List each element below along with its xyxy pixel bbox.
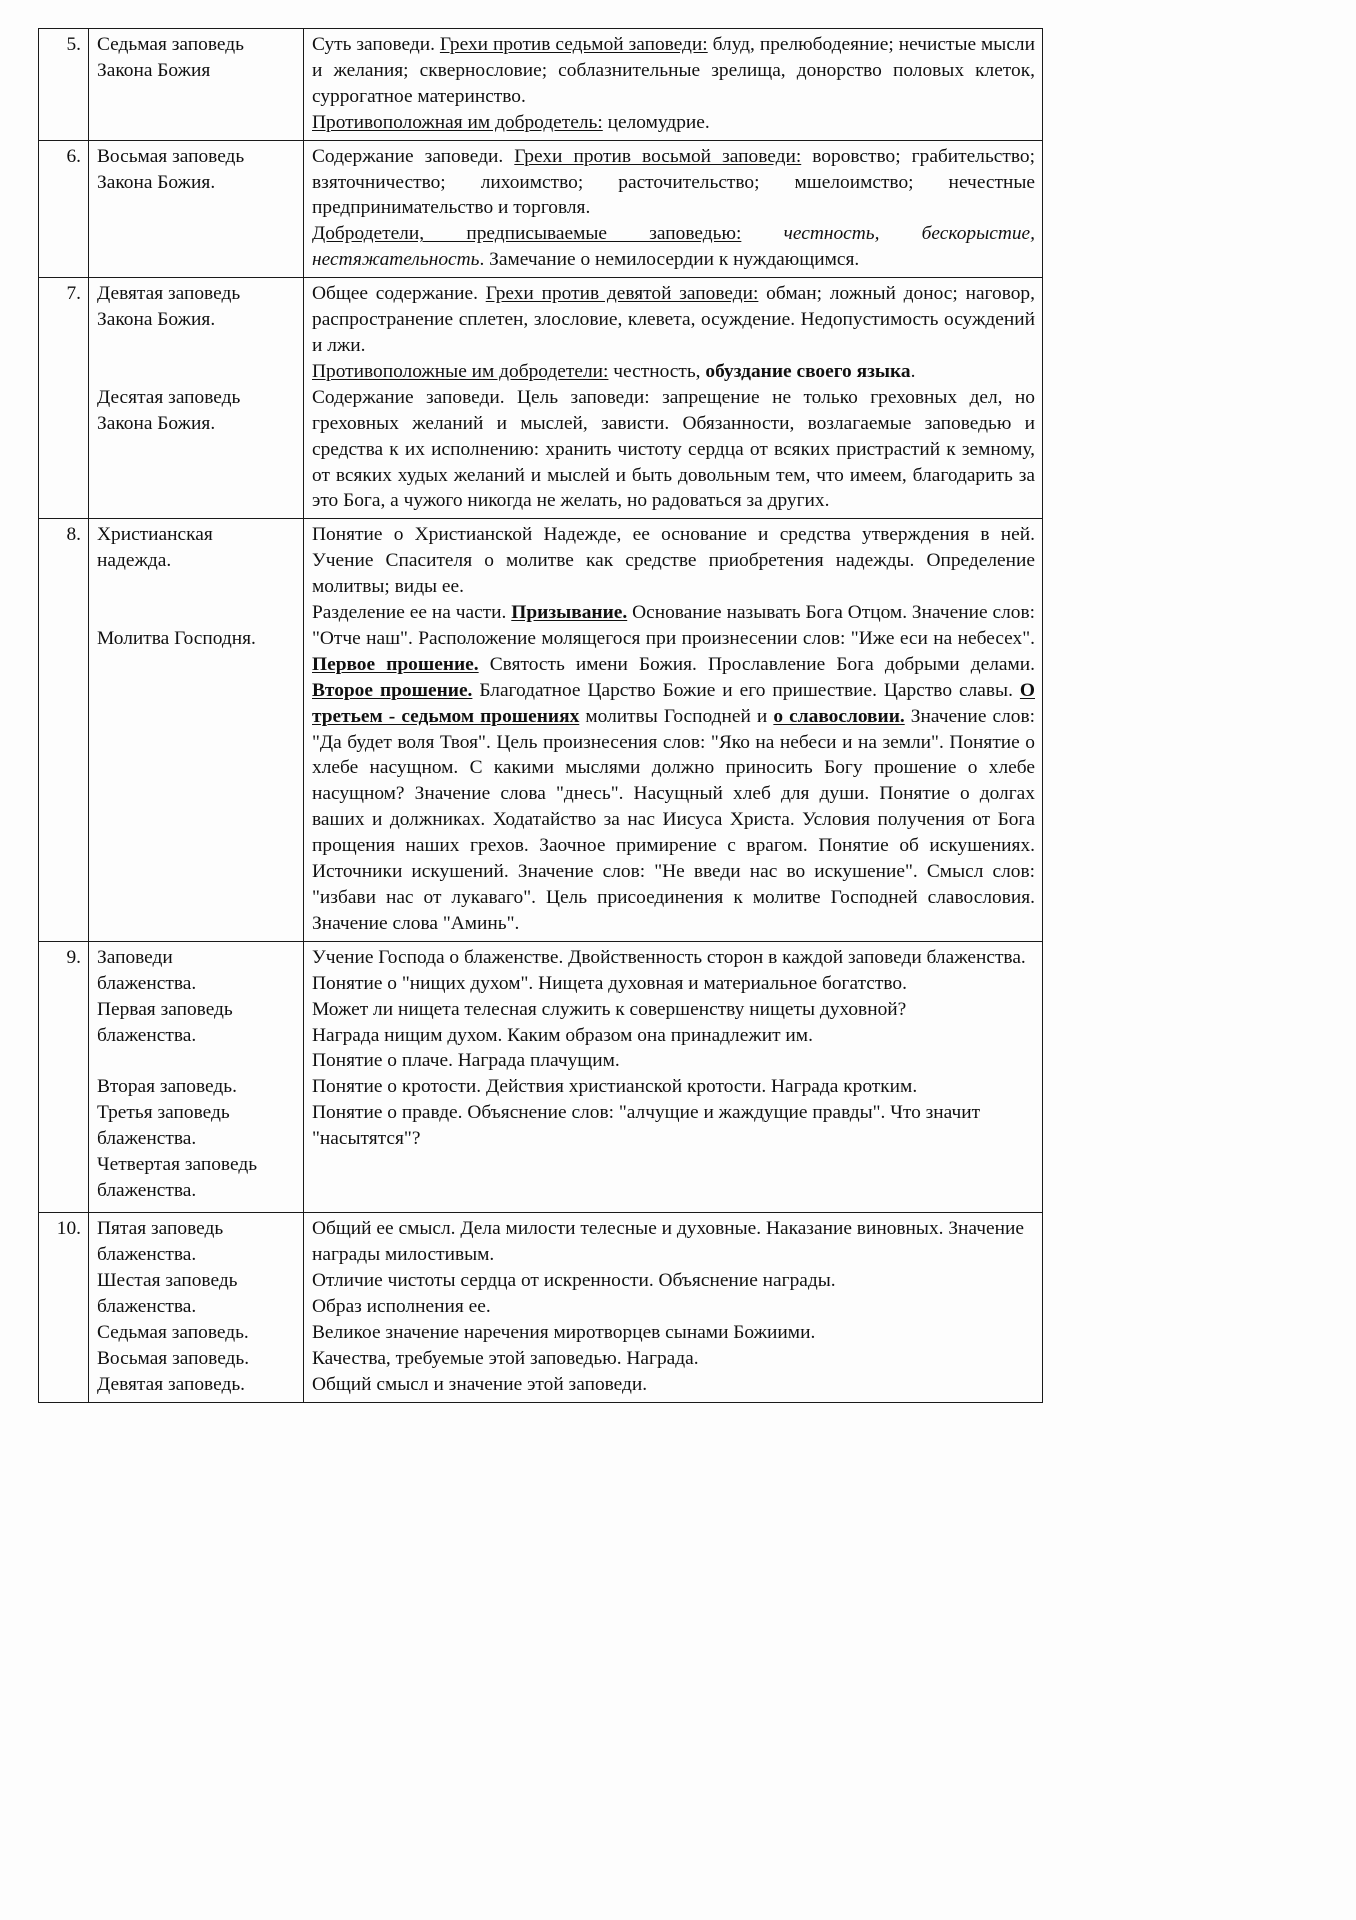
topic-cell [89,519,304,942]
underlined-run: Противоположные им добродетели: [312,360,609,382]
bold-underlined-run: Первое прошение. [312,653,479,675]
text-run: Содержание заповеди. [312,145,515,167]
topic-line: Закона Божия [97,59,211,81]
topic-cell [89,29,304,141]
topic-line-gap [97,600,296,626]
content-paragraph [312,1100,1035,1152]
text-run: Разделение ее на части. [312,602,512,624]
topic-line: надежда. [97,550,172,572]
topic-cell [89,278,304,519]
row-number: 10. [56,1218,81,1240]
text-run: Основание называть Бога Отцом. Значение слов: "Отче наш". Расположение молящегося при произнесении слов: "Иже еси на небесех". [312,602,1035,649]
topic-line: Закона Божия. [97,171,216,193]
topic-line: Восьмая заповедь [97,145,245,167]
topic-line: Девятая заповедь. [97,1373,246,1395]
content-paragraph [312,385,1035,515]
underlined-run: Грехи против седьмой заповеди: [439,34,708,55]
content-paragraph [312,1216,1035,1268]
content-cell [304,278,1043,519]
text-run: Понятие о кротости. Действия христианской кротости. Награда кротким. [312,1076,918,1098]
text-run: . Замечание о немилосердии к нуждающимся. [479,249,860,271]
topic-cell [89,140,304,278]
topic-cell [89,941,304,1213]
text-run: Понятие о плаче. Награда плачущим. [312,1050,620,1072]
topic-line: Молитва Господня. [97,627,256,649]
text-run: Великое значение наречения миротворцев сынами Божиими. [312,1321,816,1343]
topic-line: Закона Божия. [97,412,216,434]
content-paragraph [312,144,1035,222]
bold-run: обуздание своего языка [705,360,911,382]
text-run: Общий ее смысл. Дела милости телесные и духовные. Наказание виновных. Значение награды милостивым. [312,1218,1024,1266]
content-paragraph [312,221,1035,273]
content-paragraph [312,1268,1035,1294]
bold-underlined-run: О третьем - седьмом прошениях [312,679,1035,727]
topic-line: Девятая заповедь [97,283,241,305]
content-paragraph [312,945,1035,971]
topic-line: Седьмая заповедь [97,34,244,55]
row-number-cell [39,278,89,519]
content-cell [304,140,1043,278]
topic-line: Вторая заповедь. [97,1076,237,1098]
row-number-cell [39,941,89,1213]
row-number-cell [39,519,89,942]
topic-line: Десятая заповедь [97,386,241,408]
text-run: воровство; грабительство; взяточничество; лихоимство; расточительство; мшелоимство; нечестные предпринимательство и торговля. [312,145,1035,219]
text-run: Понятие о Христианской Надежде, ее основание и средства утверждения в ней. Учение Спасителя о молитве как средстве приобретения надежды. Определение молитвы; виды ее. [312,524,1035,598]
text-run: Значение слов: "Да будет воля Твоя". Цель произнесения слов: "Яко на небеси и на земли". Понятие о хлебе насущном. С какими мыслями должно приносить Богу прошение о хлебе насущном? Значение слова "днесь". Насущный хлеб для души. Понятие о долгах ваших и должниках. Ходатайство за нас Иисуса Христа. Условия получения от Бога прощения наших грехов. Заочное примирение с врагом. Понятие об искушениях. Источники искушений. Значение слов: "Не введи нас во искушение". Смысл слов: "избави нас от лукаваго". Цель присоединения к молитве Господней славословия. Значение слова "Аминь". [312,705,1036,934]
row-number: 9. [66,946,81,968]
text-run: Награда нищим духом. Каким образом она принадлежит им. [312,1024,813,1046]
content-paragraph [312,1074,1035,1100]
syllabus-table-body [39,29,1043,1403]
text-run: честность, [608,360,706,382]
row-number-cell [39,1213,89,1402]
text-run: Святость имени Божия. Прославление Бога добрыми делами. [478,653,1035,675]
underlined-run: Грехи против девятой заповеди: [485,283,759,305]
cell-trailing-space [312,1152,1035,1208]
table-row [39,1213,1043,1402]
row-number: 7. [66,283,81,305]
bold-underlined-run: о славословии. [773,705,905,727]
text-run [741,223,783,244]
content-paragraph [312,1294,1035,1320]
content-cell [304,1213,1043,1402]
text-run: Суть заповеди. [312,34,440,55]
text-run: Понятие о правде. Объяснение слов: "алчущие и жаждущие правды". Что значит "насытятся"? [312,1102,981,1150]
content-paragraph [312,1023,1035,1049]
content-paragraph [312,997,1035,1023]
bold-underlined-run: Призывание. [511,602,628,624]
topic-line: Закона Божия. [97,309,216,331]
text-run: блуд, прелюбодеяние; нечистые мысли и желания; сквернословие; соблазнительные зрелища, донорство половых клеток, суррогатное материнство. [312,34,1035,107]
topic-line: блаженства. [97,1244,197,1266]
content-paragraph [312,32,1035,110]
content-paragraph [312,1372,1035,1398]
row-number-cell [39,29,89,141]
content-paragraph [312,971,1035,997]
table-row [39,941,1043,1213]
row-number: 6. [66,145,81,167]
text-run: Учение Господа о блаженстве. Двойственность сторон в каждой заповеди блаженства. [312,946,1026,968]
underlined-run: Добродетели, предписываемые заповедью: [312,223,742,245]
topic-cell [89,1213,304,1402]
text-run: обман; ложный донос; наговор, распространение сплетен, злословие, клевета, осуждение. Недопустимость осуждений и лжи. [312,283,1035,356]
text-run: Общее содержание. [312,283,486,305]
topic-line: Третья заповедь [97,1102,230,1124]
content-paragraph [312,359,1035,385]
text-run: . [910,360,916,382]
text-run: Общий смысл и значение этой заповеди. [312,1373,648,1395]
topic-line: Шестая заповедь [97,1270,238,1292]
row-number: 5. [66,34,81,55]
topic-line: Христианская [97,524,213,546]
table-row [39,278,1043,519]
content-paragraph [312,522,1035,600]
text-run: Благодатное Царство Божие и его пришествие. Царство славы. [472,679,1020,701]
content-cell [304,29,1043,141]
topic-line: Четвертая заповедь [97,1154,258,1176]
underlined-run: Грехи против восьмой заповеди: [514,145,802,167]
text-run: целомудрие. [602,111,710,133]
content-paragraph [312,281,1035,359]
text-run: Качества, требуемые этой заповедью. Награда. [312,1347,699,1369]
topic-line-gap [97,333,296,359]
content-cell [304,941,1043,1213]
content-paragraph [312,600,1035,937]
topic-line: Первая заповедь [97,998,233,1020]
topic-line: Седьмая заповедь. [97,1321,249,1343]
topic-line: Восьмая заповедь. [97,1347,250,1369]
content-paragraph [312,110,1035,136]
topic-line: Пятая заповедь [97,1218,224,1240]
content-cell [304,519,1043,942]
text-run: Может ли нищета телесная служить к совершенству нищеты духовной? [312,998,907,1020]
table-row [39,519,1043,942]
bold-underlined-run: Второе прошение. [312,679,473,701]
row-number: 8. [66,524,81,546]
content-paragraph [312,1346,1035,1372]
topic-line-gap [97,359,296,385]
table-row [39,140,1043,278]
text-run: Образ исполнения ее. [312,1296,491,1318]
row-number-cell [39,140,89,278]
text-run: молитвы Господней и [579,705,774,727]
topic-line: блаженства. [97,1296,197,1318]
table-row [39,29,1043,141]
topic-line: блаженства. [97,972,197,994]
topic-line: блаженства. [97,1128,197,1150]
topic-line: блаженства. [97,1024,197,1046]
topic-line-gap [97,1048,296,1074]
italic-run: честность, бескорыстие, нестяжательность [312,223,1035,271]
topic-line: блаженства. [97,1179,197,1201]
syllabus-table [38,28,1043,1403]
text-run: Содержание заповеди. Цель заповеди: запрещение не только греховных дел, но греховных желаний и мыслей, зависти. Обязанности, возлагаемые заповедью и средства к их исполнению: хранить чистоту сердца от всяких пристрастий к земному, от всяких худых желаний и мыслей и быть довольным тем, что имеем, благодарить за это Бога, а чужого никогда не желать, но радоваться за других. [312,386,1035,512]
topic-line-gap [97,574,296,600]
text-run: Отличие чистоты сердца от искренности. Объяснение награды. [312,1270,836,1292]
text-run: Понятие о "нищих духом". Нищета духовная и материальное богатство. [312,972,907,994]
content-paragraph [312,1048,1035,1074]
topic-line: Заповеди [97,946,173,968]
content-paragraph [312,1320,1035,1346]
underlined-run: Противоположная им добродетель: [312,111,603,133]
